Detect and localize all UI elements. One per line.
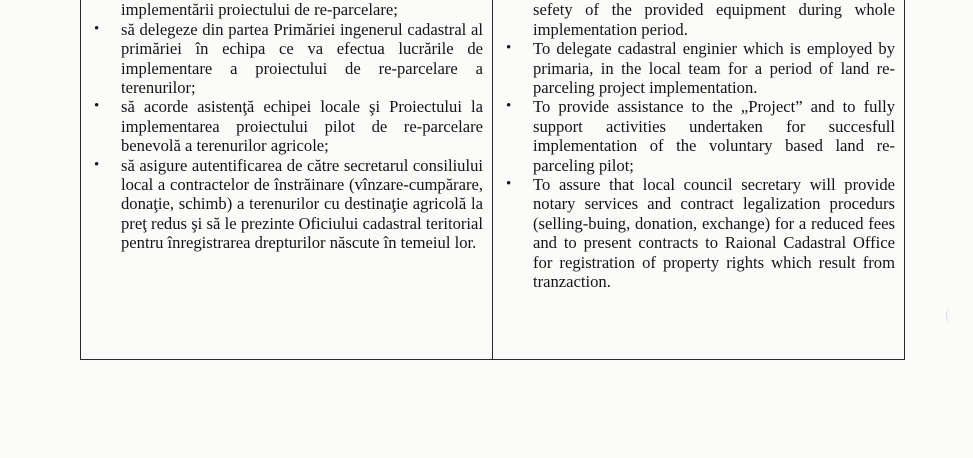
list-item: • To delegate cadastral enginier which is employed by primaria, in the local team for a period of land re-parceling project implementation. bbox=[495, 39, 901, 97]
list-item: • To provide assistance to the „Project” and to fully support activities undertaken for succesfull implementation of the voluntary based land re-parceling pilot; bbox=[495, 97, 901, 175]
list-item: • să asigure autentificarea de către secretarul consiliului local a contractelor de înstrăinare (vînzare-cumpărare, donaţie, schimb) a terenurilor cu destinaţie agricolă la preţ redus şi să le prezinte Oficiului cadastral teritorial pentru înregistrarea drepturilor născute în temeiul lor. bbox=[83, 156, 489, 253]
romanian-bullet-list bbox=[83, 0, 489, 253]
english-column bbox=[495, 0, 901, 292]
document-table bbox=[80, 0, 905, 360]
list-item: • să delegeze din partea Primăriei ingenerul cadastral al primăriei în echipa ce va efectua lucrările de implementare a proiectului de re-parcelare a terenurilor; bbox=[83, 20, 489, 98]
list-item: • To assure that local council secretary will provide notary services and contract legalization procedurs (selling-buing, donation, exchange) for a reduced fees and to present contracts to Raional Cadastral Office for registration of property rights which result from tranzaction. bbox=[495, 175, 901, 291]
list-item: sefety of the provided equipment during whole implementation period. bbox=[533, 0, 895, 39]
list-item: • să acorde asistenţă echipei locale şi Proiectului la implementarea proiectului pilot de re-parcelare benevolă a terenurilor agricole; bbox=[83, 97, 489, 155]
list-item: implementării proiectului de re-parcelare; bbox=[121, 0, 398, 20]
column-divider bbox=[492, 0, 493, 359]
english-bullet-list bbox=[495, 0, 901, 292]
romanian-column bbox=[83, 0, 489, 253]
scan-artifact bbox=[946, 308, 955, 322]
